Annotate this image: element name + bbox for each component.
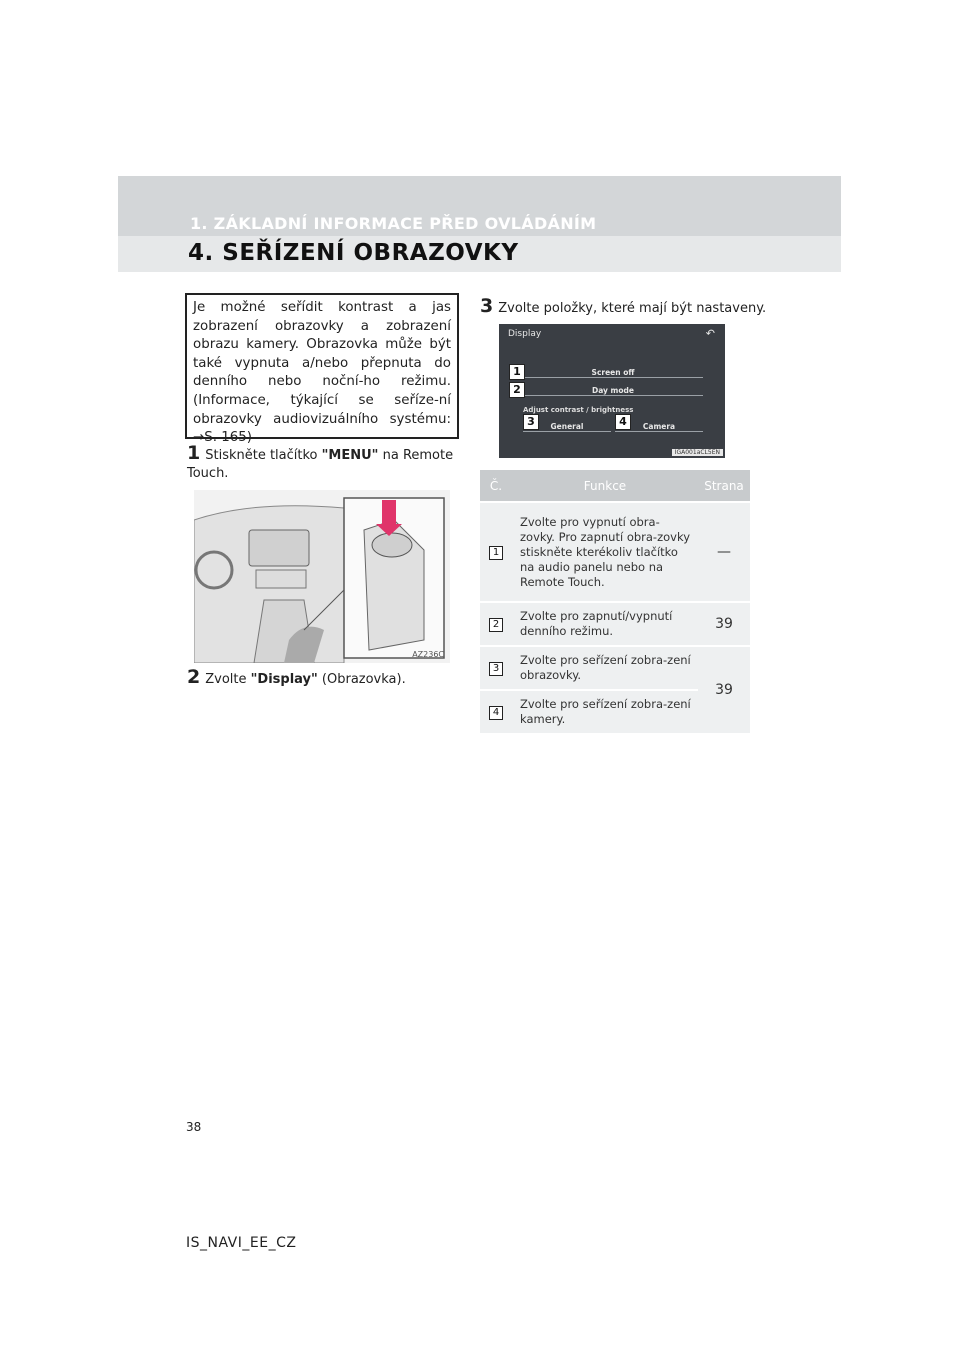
row-page: — — [698, 502, 750, 602]
row-function: Zvolte pro vypnutí obra-zovky. Pro zapnutí obra-zovky stiskněte kterékoliv tlačítko na audio panelu nebo na Remote Touch. — [512, 502, 698, 602]
step-text: na Remote Touch. — [187, 448, 454, 481]
marker-1: 1 — [509, 364, 525, 380]
step-number: 2 — [187, 666, 201, 688]
step-3 — [480, 297, 770, 318]
row-number: 4 — [489, 706, 503, 720]
screen-title: Display — [508, 329, 542, 339]
header-band — [118, 176, 841, 272]
step-2 — [187, 668, 459, 689]
step-key: "Display" — [250, 672, 318, 687]
camera-button: Camera — [615, 422, 703, 432]
page-number: 38 — [186, 1120, 202, 1134]
info-box: Je možné seřídit kontrast a jas zobrazení obrazovky a zobrazení obrazu kamery. Obrazovka může být také vypnuta a/nebo přepnuta do denního nebo noční-ho režimu. (Informace, týkající se seříze-ní obrazovky audiovizuálního systému: →S. 165) — [185, 293, 459, 439]
footer-code: IS_NAVI_EE_CZ — [186, 1235, 297, 1251]
column-header: Č. — [480, 470, 512, 502]
marker-3: 3 — [523, 414, 539, 430]
marker-2: 2 — [509, 382, 525, 398]
marker-4: 4 — [615, 414, 631, 430]
function-table — [480, 470, 750, 733]
dashboard-drawing — [194, 490, 450, 663]
row-page: 39 — [698, 602, 750, 646]
dashboard-illustration — [194, 490, 450, 663]
adjust-label: Adjust contrast / brightness — [523, 406, 634, 414]
table-row — [480, 502, 750, 602]
table-header-row — [480, 470, 750, 502]
step-number: 3 — [480, 295, 494, 317]
screen-off-button: Screen off — [523, 368, 703, 378]
row-page: 39 — [698, 646, 750, 733]
figure-code: AZ236C — [412, 650, 444, 659]
column-header: Funkce — [512, 470, 698, 502]
row-function: Zvolte pro seřízení zobra-zení obrazovky. — [512, 646, 698, 690]
row-function: Zvolte pro seřízení zobra-zení kamery. — [512, 690, 698, 733]
day-mode-button: Day mode — [523, 386, 703, 396]
table-row — [480, 646, 750, 690]
chapter-title: 1. ZÁKLADNÍ INFORMACE PŘED OVLÁDÁNÍM — [190, 214, 597, 233]
row-number: 2 — [489, 618, 503, 632]
general-button: General — [523, 422, 611, 432]
step-number: 1 — [187, 442, 201, 464]
row-number: 3 — [489, 662, 503, 676]
step-text: Zvolte položky, které mají být nastaveny. — [498, 301, 767, 316]
table-row — [480, 602, 750, 646]
step-text: Stiskněte tlačítko — [205, 448, 322, 463]
section-title: 4. SEŘÍZENÍ OBRAZOVKY — [188, 240, 519, 266]
step-1 — [187, 444, 459, 483]
step-text: (Obrazovka). — [317, 672, 406, 687]
row-number: 1 — [489, 546, 503, 560]
figure-code: IGA001aCL5EN — [672, 449, 723, 456]
step-text: Zvolte — [205, 672, 251, 687]
column-header: Strana — [698, 470, 750, 502]
display-screenshot — [499, 324, 725, 458]
step-key: "MENU" — [321, 448, 379, 463]
row-function: Zvolte pro zapnutí/vypnutí denního režimu. — [512, 602, 698, 646]
back-icon: ↶ — [705, 327, 715, 340]
